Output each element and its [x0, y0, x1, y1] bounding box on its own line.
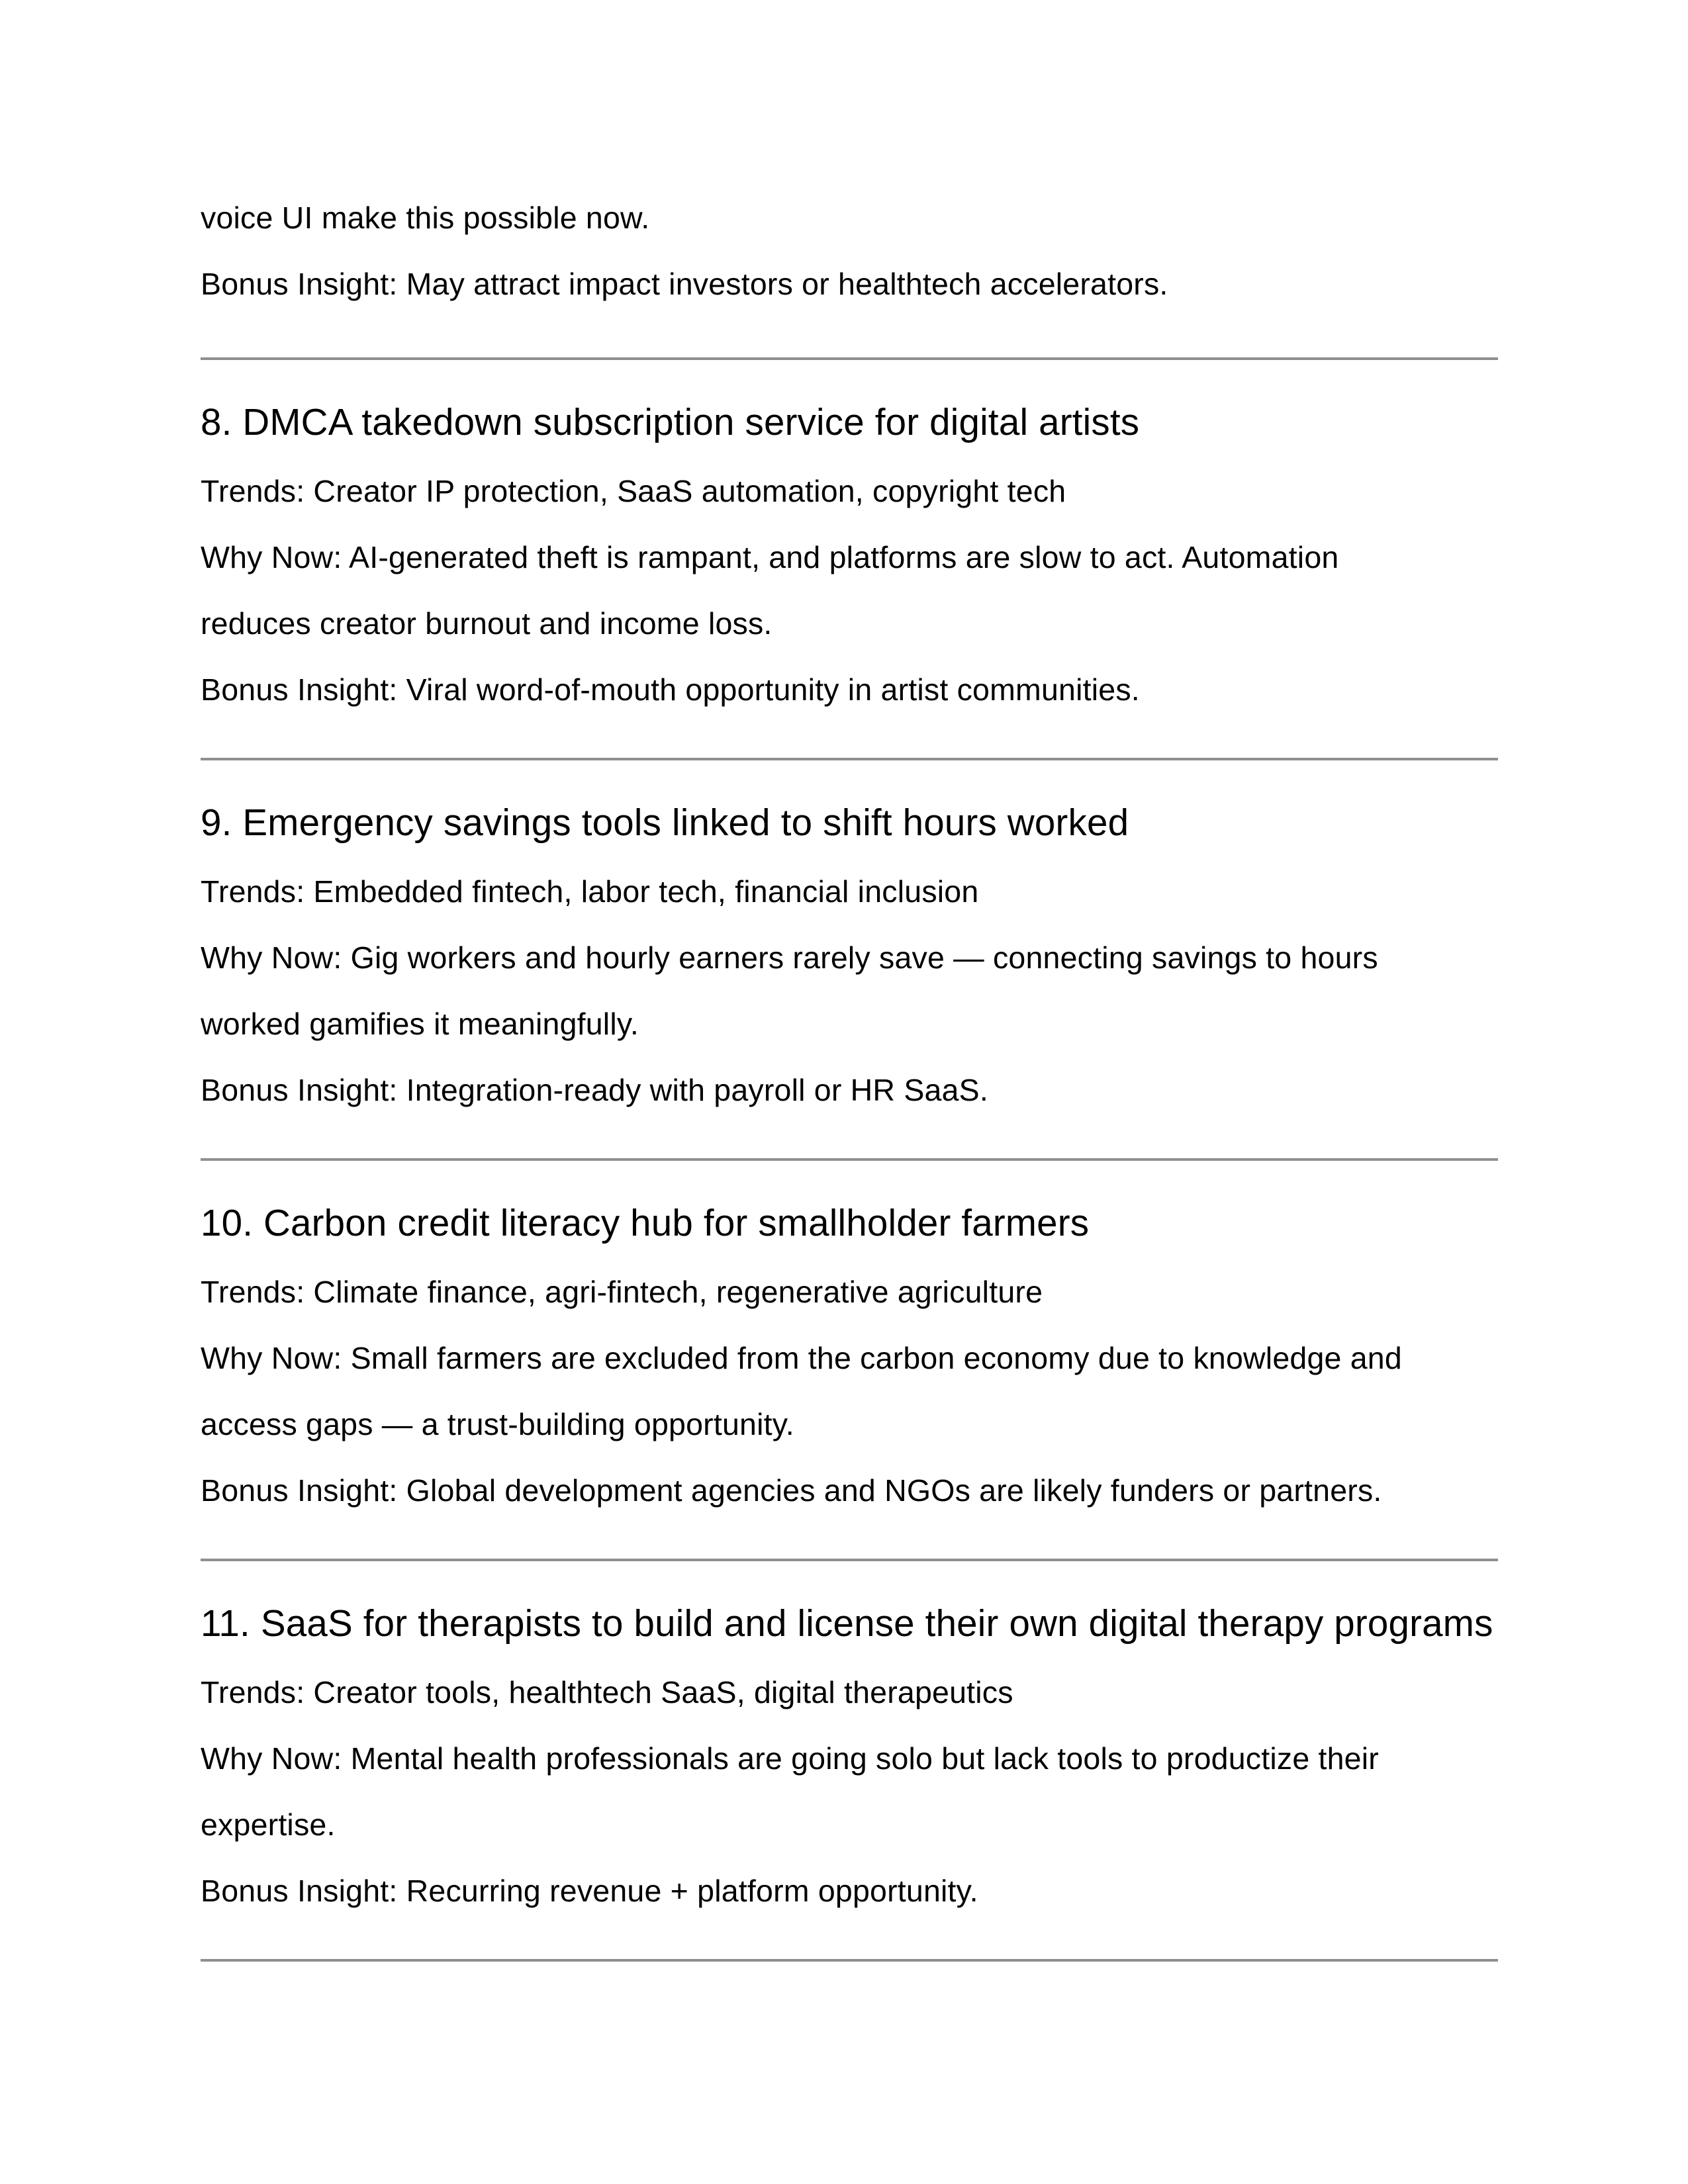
why-now-line: Why Now: AI-generated theft is rampant, and platforms are slow to act. Automation [201, 540, 1339, 574]
bonus-insight-line: Bonus Insight: Recurring revenue + platform opportunity. [201, 1874, 978, 1908]
why-now-line: Why Now: Small farmers are excluded from the carbon economy due to knowledge and [201, 1341, 1402, 1375]
idea-section-9 [201, 787, 1498, 1123]
bonus-insight-line: Bonus Insight: Viral word-of-mouth opportunity in artist communities. [201, 672, 1140, 707]
idea-section-8 [201, 387, 1498, 723]
section-heading: 9. Emergency savings tools linked to shift hours worked [201, 801, 1129, 843]
section-heading: 8. DMCA takedown subscription service for digital artists [201, 401, 1140, 443]
bonus-insight-line: Bonus Insight: Integration-ready with payroll or HR SaaS. [201, 1073, 988, 1107]
trends-line: Trends: Creator IP protection, SaaS automation, copyright tech [201, 474, 1066, 508]
bonus-insight-line: Bonus Insight: Global development agencies and NGOs are likely funders or partners. [201, 1473, 1382, 1508]
trends-line: Trends: Climate finance, agri-fintech, regenerative agriculture [201, 1275, 1043, 1309]
section-divider [201, 1559, 1498, 1561]
section-divider [201, 758, 1498, 760]
section-divider [201, 1158, 1498, 1161]
why-now-line-2: access gaps — a trust-building opportunity. [201, 1407, 794, 1441]
continuation-paragraph [201, 185, 1498, 317]
trends-line: Trends: Embedded fintech, labor tech, financial inclusion [201, 874, 979, 909]
section-heading: 11. SaaS for therapists to build and license their own digital therapy programs [201, 1602, 1493, 1644]
why-now-line-2: expertise. [201, 1807, 336, 1842]
section-heading: 10. Carbon credit literacy hub for smallholder farmers [201, 1202, 1090, 1244]
section-divider [201, 1959, 1498, 1962]
idea-section-10 [201, 1187, 1498, 1524]
bonus-insight-line: Bonus Insight: May attract impact investors or healthtech accelerators. [201, 267, 1168, 301]
why-now-line: Why Now: Gig workers and hourly earners rarely save — connecting savings to hours [201, 940, 1378, 975]
continuation-line: voice UI make this possible now. [201, 201, 650, 235]
section-divider [201, 357, 1498, 360]
why-now-line-2: reduces creator burnout and income loss. [201, 606, 773, 641]
trends-line: Trends: Creator tools, healthtech SaaS, digital therapeutics [201, 1675, 1013, 1709]
text-column [201, 0, 1498, 1962]
why-now-line-2: worked gamifies it meaningfully. [201, 1007, 639, 1041]
why-now-line: Why Now: Mental health professionals are going solo but lack tools to productize their [201, 1741, 1379, 1776]
idea-section-11 [201, 1588, 1498, 1924]
